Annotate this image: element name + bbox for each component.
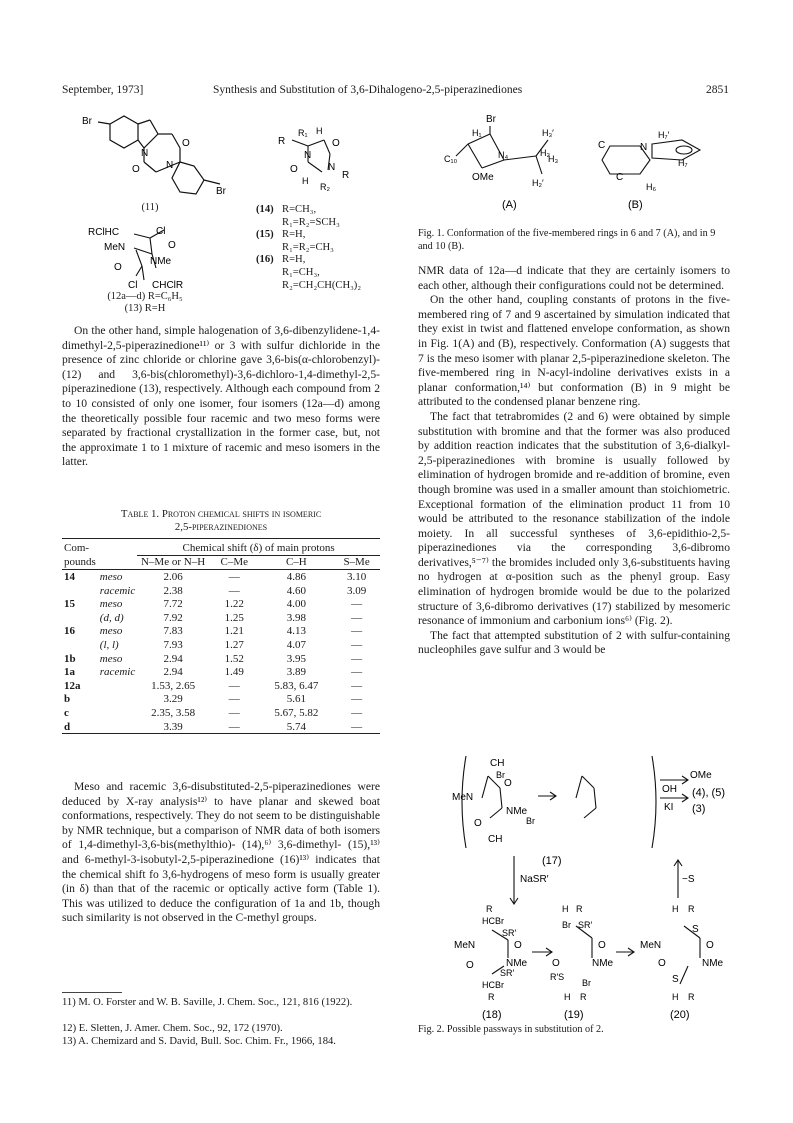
atom-br-1: Br: [82, 116, 92, 127]
footnote-13: 13) A. Chemizard and S. David, Bull. Soc. Chim. Fr., 1966, 184.: [62, 1036, 336, 1047]
fig2-label-20: (20): [670, 1009, 690, 1021]
rlist-val: R₁=R₂=SCH₃: [282, 216, 340, 228]
cell-nme: 7.72: [163, 598, 183, 611]
cell-isomer: racemic: [99, 584, 136, 597]
table-row: [62, 570, 380, 584]
cell-nme: 7.83: [163, 625, 183, 638]
atom-n-4: N: [328, 162, 336, 173]
fig2-20-atom: S: [692, 924, 699, 935]
fig2-18-atom: R: [486, 904, 493, 914]
cell-sme: 3.10: [346, 570, 367, 583]
th-compounds-1: Com-: [64, 542, 90, 555]
cell-cme: 1.22: [224, 598, 244, 611]
fig2-product-3: (3): [692, 803, 706, 815]
atom-o-3: O: [168, 240, 176, 251]
fig2-reagent-minus-s: −S: [682, 874, 695, 885]
th-sme: S–Me: [333, 555, 380, 570]
rlist-val: R₂=CH₂CH(CH₃)₂: [282, 279, 362, 291]
header-date: September, 1973]: [62, 84, 144, 96]
atom-o-4: O: [114, 262, 122, 273]
fig2-18-atom: HCBr: [482, 916, 504, 926]
fig2-label-18: (18): [482, 1009, 502, 1021]
fig1-atom-c-1: C: [598, 140, 606, 151]
header-title: Synthesis and Substitution of 3,6-Dihalogeno-2,5-piperazinediones: [213, 84, 523, 96]
cell-ch: 3.89: [286, 666, 306, 679]
fig1-label-b: (B): [628, 199, 643, 211]
fig2-18-atom: HCBr: [482, 980, 504, 990]
cell-sme: —: [351, 598, 363, 611]
cell-compound: 1b: [64, 652, 76, 665]
fig2-17-atom: MeN: [452, 792, 474, 803]
th-nme: N–Me or N–H: [137, 555, 209, 570]
cell-cme: —: [228, 570, 240, 583]
rlist-val: R=CH₃,: [282, 204, 317, 215]
fig1-atom-h6: H₆: [646, 182, 657, 192]
cell-compound: d: [64, 720, 71, 733]
fig2-19-atom: SR′: [578, 920, 593, 930]
fig1-atom-h1: H₁: [472, 128, 482, 138]
paragraph: The fact that attempted substitution of 2 with sulfur-containing nucleophiles gave sulfur and 3 would be: [418, 628, 730, 657]
fig2-18-atom: O: [466, 960, 474, 971]
fig1-atom-h3p: H₃′: [542, 128, 554, 138]
atom-n-1: N: [141, 148, 149, 159]
fig2-18-atom: O: [514, 940, 522, 951]
cell-ch: 4.60: [286, 584, 306, 597]
atom-o-6: O: [290, 164, 298, 175]
atom-o-5: O: [332, 138, 340, 149]
fig1-atom-h7: H₇: [678, 158, 688, 168]
cell-ch: 4.13: [286, 625, 306, 638]
cell-isomer: (l, l): [99, 638, 119, 651]
atom-cl-1: Cl: [156, 226, 166, 237]
cell-compound: b: [64, 693, 71, 706]
fig2-19-atom: R: [576, 904, 583, 914]
figure-2: [452, 752, 742, 1020]
fig2-17-atom: Br: [526, 816, 535, 826]
cell-isomer: [98, 679, 137, 693]
cell-ch: 3.95: [286, 652, 306, 665]
atom-br-2: Br: [216, 186, 226, 197]
atom-nme: NMe: [150, 256, 172, 267]
table-caption-line-1: Table 1. Proton chemical shifts in isomeric: [120, 508, 322, 520]
paragraph: Meso and racemic 3,6-disubstituted-2,5-piperazinediones were deduced by X-ray analysis¹²⁾ to have planar and skewed boat conformations, respectively. They do not seem to be distinguishable by NMR technique, but a comparison of NMR data of both isomers of 1,4-dimethyl-3,6-bis(methylthio)- (14),⁶⁾ 3,6-dimethyl- (15),¹³⁾ and 6-methyl-3-isobutyl-2,5-piperazinedione (16)¹³⁾ indicates that the chemical shift fo 3,6-hydrogens of meso form is usually greater (in δ) than that of the racemic or optically active form (Table 1). This was utilized to deduce the configuration of 1a and 1b, though such similarity is not observed in the C-methyl groups.: [62, 780, 380, 925]
fig2-19-atom: O: [598, 940, 606, 951]
th-ch: C–H: [260, 555, 334, 570]
atom-r2: R₂: [320, 182, 330, 192]
table-row: [62, 679, 380, 693]
fig2-17-atom: O: [504, 778, 512, 789]
table-proton-shifts: [62, 538, 380, 736]
fig1-atom-c-2: C: [616, 172, 624, 183]
atom-o-1: O: [182, 138, 190, 149]
cell-cme: 1.21: [224, 625, 244, 638]
fig2-18-atom: SR′: [502, 928, 517, 938]
substituent-list: [256, 204, 361, 292]
fig2-17-atom: CH: [488, 834, 503, 845]
atom-h-2: H: [302, 176, 309, 186]
footnote-rule: [62, 992, 122, 993]
fig2-19-atom: NMe: [592, 958, 614, 969]
fig2-17-atom: NMe: [506, 806, 528, 817]
fig2-18-atom: MeN: [454, 940, 476, 951]
cell-compound: [62, 584, 98, 598]
fig1-atom-n: N: [640, 142, 648, 153]
fig2-caption: Fig. 2. Possible passways in substitution of 2.: [418, 1024, 604, 1035]
fig2-17-atom: O: [474, 818, 482, 829]
cell-cme: —: [228, 584, 240, 597]
cell-cme: —: [228, 706, 240, 719]
cell-ch: 5.74: [286, 720, 306, 733]
cell-cme: —: [228, 693, 240, 706]
cell-cme: —: [228, 679, 240, 692]
label-13: (13) R=H: [124, 303, 166, 314]
paragraph: The fact that tetrabromides (2 and 6) were obtained by simple substitution with bromine and that the former was also produced by addition reaction indicates that the substitution of 3,6-dialkyl-2,5-piperazinediones with bromine is usually followed by elimination of hydrogen bromide and re-addition of bromine, even though bromine was used in a smaller amount than stoichiometric. Exceptional formation of the elimination product 11 from 10 would be attributed to the resonance stabilization of the indole moiety. In all successful syntheses of 3,6-epidithio-2,5-piperazinediones via the corresponding 3,6-dibromo derivatives,⁵⁻⁷⁾ the bromides included only 3,6-substituents having no hydrogen at α-position such as the phenyl group. Easy elimination of hydrogen bromide would be due to the polarized structure of 3,6-dibromo derivatives (17) stabilized by mesomeric resonance of immonium and carbonium ions⁶⁾ (Fig. 2).: [418, 409, 730, 628]
cell-sme: 3.09: [346, 584, 367, 597]
rlist-key-15: (15): [256, 229, 274, 241]
cell-isomer: [98, 706, 137, 720]
cell-cme: 1.52: [224, 652, 244, 665]
cell-nme: 2.94: [163, 652, 183, 665]
cell-nme: 2.94: [163, 666, 183, 679]
cell-isomer: [98, 720, 137, 734]
fig2-reagent-ome: OMe: [690, 770, 712, 781]
paragraph: On the other hand, coupling constants of protons in the five-membered ring of 7 and 9 ascertained by simulation indicated that they exist in twist and flattened envelope conformation, as shown in Fig. 1(A) and (B), respectively. Conformation (A) suggests that 7 is the meso isomer with planar 2,5-piperazinedione skeleton. The five-membered ring in N-acyl-indoline derivatives exists in a planar conformation,¹⁴⁾ but conformation (B) in 9 might be attributed to the condensed planar benzene ring.: [418, 293, 730, 409]
cell-isomer: meso: [99, 570, 123, 583]
fig2-20-atom: R: [688, 904, 695, 914]
atom-rclhc: RClHC: [88, 227, 120, 238]
fig1-atom-h2p: H₂′: [532, 178, 544, 188]
fig2-20-atom: NMe: [702, 958, 724, 969]
th-compounds-2: pounds: [64, 556, 96, 569]
fig1-atom-h2: H₂: [540, 148, 550, 158]
cell-cme: —: [228, 720, 240, 733]
structure-14: [268, 122, 368, 202]
cell-compound: [62, 611, 98, 625]
fig2-20-atom: H: [672, 992, 679, 1002]
cell-compound: 1a: [64, 666, 75, 679]
rlist-val: R₁=R₂=CH₃: [282, 241, 334, 253]
cell-nme: 7.92: [163, 611, 183, 624]
rlist-key-14: (14): [256, 204, 274, 215]
fig1-atom-ome: OMe: [472, 172, 494, 183]
atom-r-2: R: [342, 170, 350, 181]
cell-sme: —: [351, 625, 363, 638]
atom-n-3: N: [304, 150, 312, 161]
fig2-20-atom: O: [658, 958, 666, 969]
fig2-19-atom: Br: [582, 978, 591, 988]
fig2-18-atom: SR′: [500, 968, 515, 978]
atom-o-2: O: [132, 164, 140, 175]
cell-sme: —: [351, 652, 363, 665]
fig1-label-a: (A): [502, 199, 517, 211]
cell-sme: —: [351, 693, 363, 706]
cell-ch: 4.00: [286, 598, 306, 611]
cell-sme: —: [351, 720, 363, 733]
fig2-19-atom: Br: [562, 920, 571, 930]
cell-sme: —: [351, 611, 363, 624]
left-paragraph-2: [62, 780, 380, 926]
fig1-atom-h7p: H₇′: [658, 130, 670, 140]
cell-ch: 5.67, 5.82: [274, 706, 319, 719]
fig1-atom-br: Br: [486, 114, 496, 125]
cell-sme: —: [351, 638, 363, 651]
table-caption: [62, 508, 380, 534]
table-row: [62, 584, 380, 598]
footnote-12: 12) E. Sletten, J. Amer. Chem. Soc., 92, 172 (1970).: [62, 1023, 283, 1034]
table-row: [62, 611, 380, 625]
cell-ch: 3.98: [286, 611, 306, 624]
fig1-atom-n4: N₄: [498, 150, 509, 160]
fig2-17-atom: CH: [490, 758, 505, 769]
rlist-val: R₁=CH₃,: [282, 266, 320, 278]
table-row: [62, 665, 380, 679]
fig2-product-4-5: (4), (5): [692, 787, 725, 799]
cell-cme: 1.27: [224, 638, 244, 651]
atom-r1: R₁: [298, 128, 308, 138]
cell-nme: 3.29: [163, 693, 183, 706]
cell-compound: 16: [64, 625, 75, 638]
right-column: [418, 264, 730, 658]
paragraph: NMR data of 12a—d indicate that they are certainly isomers to each other, although their configurations could not be determined.: [418, 264, 730, 292]
cell-nme: 7.93: [163, 638, 183, 651]
cell-nme: 2.38: [163, 584, 183, 597]
left-paragraph-1: [62, 324, 380, 470]
cell-nme: 1.53, 2.65: [151, 679, 196, 692]
fig2-19-atom: R′S: [550, 972, 565, 982]
fig2-19-atom: H: [564, 992, 571, 1002]
fig1-atom-c10: C₁₀: [444, 154, 458, 164]
cell-sme: —: [351, 666, 363, 679]
page-number: 2851: [706, 84, 729, 96]
cell-compound: [62, 638, 98, 652]
cell-cme: 1.49: [224, 666, 244, 679]
atom-men: MeN: [104, 242, 126, 253]
fig2-18-atom: R: [488, 992, 495, 1002]
atom-cl-2: Cl: [128, 280, 138, 291]
rlist-val: R=H,: [282, 254, 306, 266]
cell-compound: 14: [64, 570, 75, 583]
cell-sme: —: [351, 706, 363, 719]
atom-h-1: H: [316, 126, 323, 136]
fig2-20-atom: O: [706, 940, 714, 951]
fig2-reagent-ki: KI: [664, 802, 674, 813]
cell-ch: 5.83, 6.47: [274, 679, 319, 692]
table-row: [62, 625, 380, 639]
table-row: [62, 720, 380, 734]
table-caption-line-2: 2,5-piperazinediones: [174, 521, 268, 533]
cell-isomer: meso: [99, 598, 123, 611]
th-group: Chemical shift (δ) of main protons: [137, 541, 380, 555]
atom-r-1: R: [278, 136, 286, 147]
fig2-label-17: (17): [542, 855, 562, 867]
fig2-20-atom: S: [672, 974, 679, 985]
table-row: [62, 706, 380, 720]
fig2-reagent-oh: OH: [662, 784, 677, 795]
cell-cme: 1.25: [224, 611, 244, 624]
cell-isomer: (d, d): [99, 611, 124, 624]
rlist-key-16: (16): [256, 254, 274, 266]
table-row: [62, 693, 380, 707]
fig2-17-atom: Br: [496, 770, 505, 780]
table-row: [62, 652, 380, 666]
cell-ch: 4.86: [286, 570, 306, 583]
th-cme: C–Me: [209, 555, 260, 570]
fig2-19-atom: O: [552, 958, 560, 969]
cell-compound: 12a: [64, 679, 81, 692]
fig1-caption: Fig. 1. Conformation of the five-membered rings in 6 and 7 (A), and in 9 and 10 (B).: [418, 228, 716, 252]
cell-isomer: [98, 693, 137, 707]
rlist-val: R=H,: [282, 229, 306, 241]
cell-compound: c: [64, 706, 69, 719]
fig2-20-atom: H: [672, 904, 679, 914]
fig2-18-atom: NMe: [506, 958, 528, 969]
fig2-19-atom: H: [562, 904, 569, 914]
structure-12: [78, 220, 248, 300]
label-12: (12a—d) R=C₆H₅: [107, 291, 183, 302]
paragraph: On the other hand, simple halogenation of 3,6-dibenzylidene-1,4-dimethyl-2,5-piperazinedione¹¹⁾ or 3 with sulfur dichloride in the presence of zinc chloride or chlorine gave 3,6-bis(α-chlorobenzyl)- (12) and 3,6-bis(chloromethyl)-3,6-dichloro-1,4-dimethyl-2,5-piperazinedione (13), respectively. Although each compound from 2 to 10 consisted of only one isomer, four isomers (12a—d) among the theoretically possible four racemic and two meso forms were separated by fractional crystallization in the former case, but, not the approximate 1 to 1 mixture of racemic and meso isomers in the latter.: [62, 324, 380, 469]
cell-isomer: meso: [99, 625, 123, 638]
atom-n-2: N: [166, 160, 174, 171]
cell-isomer: meso: [99, 652, 123, 665]
label-11: (11): [141, 202, 159, 213]
table-row: [62, 597, 380, 611]
fig2-label-19: (19): [564, 1009, 584, 1021]
fig2-19-atom: R: [580, 992, 587, 1002]
footnote-11: 11) M. O. Forster and W. B. Saville, J. Chem. Soc., 121, 816 (1922).: [62, 997, 353, 1008]
cell-sme: —: [351, 679, 363, 692]
cell-compound: 15: [64, 598, 75, 611]
cell-nme: 2.35, 3.58: [151, 706, 196, 719]
cell-nme: 3.39: [163, 720, 183, 733]
cell-ch: 5.61: [286, 693, 306, 706]
cell-nme: 2.06: [163, 570, 183, 583]
cell-ch: 4.07: [286, 638, 306, 651]
table-row: [62, 638, 380, 652]
atom-chclr: CHClR: [152, 280, 184, 291]
cell-isomer: racemic: [99, 666, 136, 679]
structure-11: [80, 110, 240, 210]
fig2-20-atom: MeN: [640, 940, 662, 951]
figure-1: [432, 104, 722, 214]
fig2-20-atom: R: [688, 992, 695, 1002]
fig1-atom-h3: H₃: [548, 154, 559, 164]
fig2-reagent-nasr: NaSR′: [520, 874, 549, 885]
